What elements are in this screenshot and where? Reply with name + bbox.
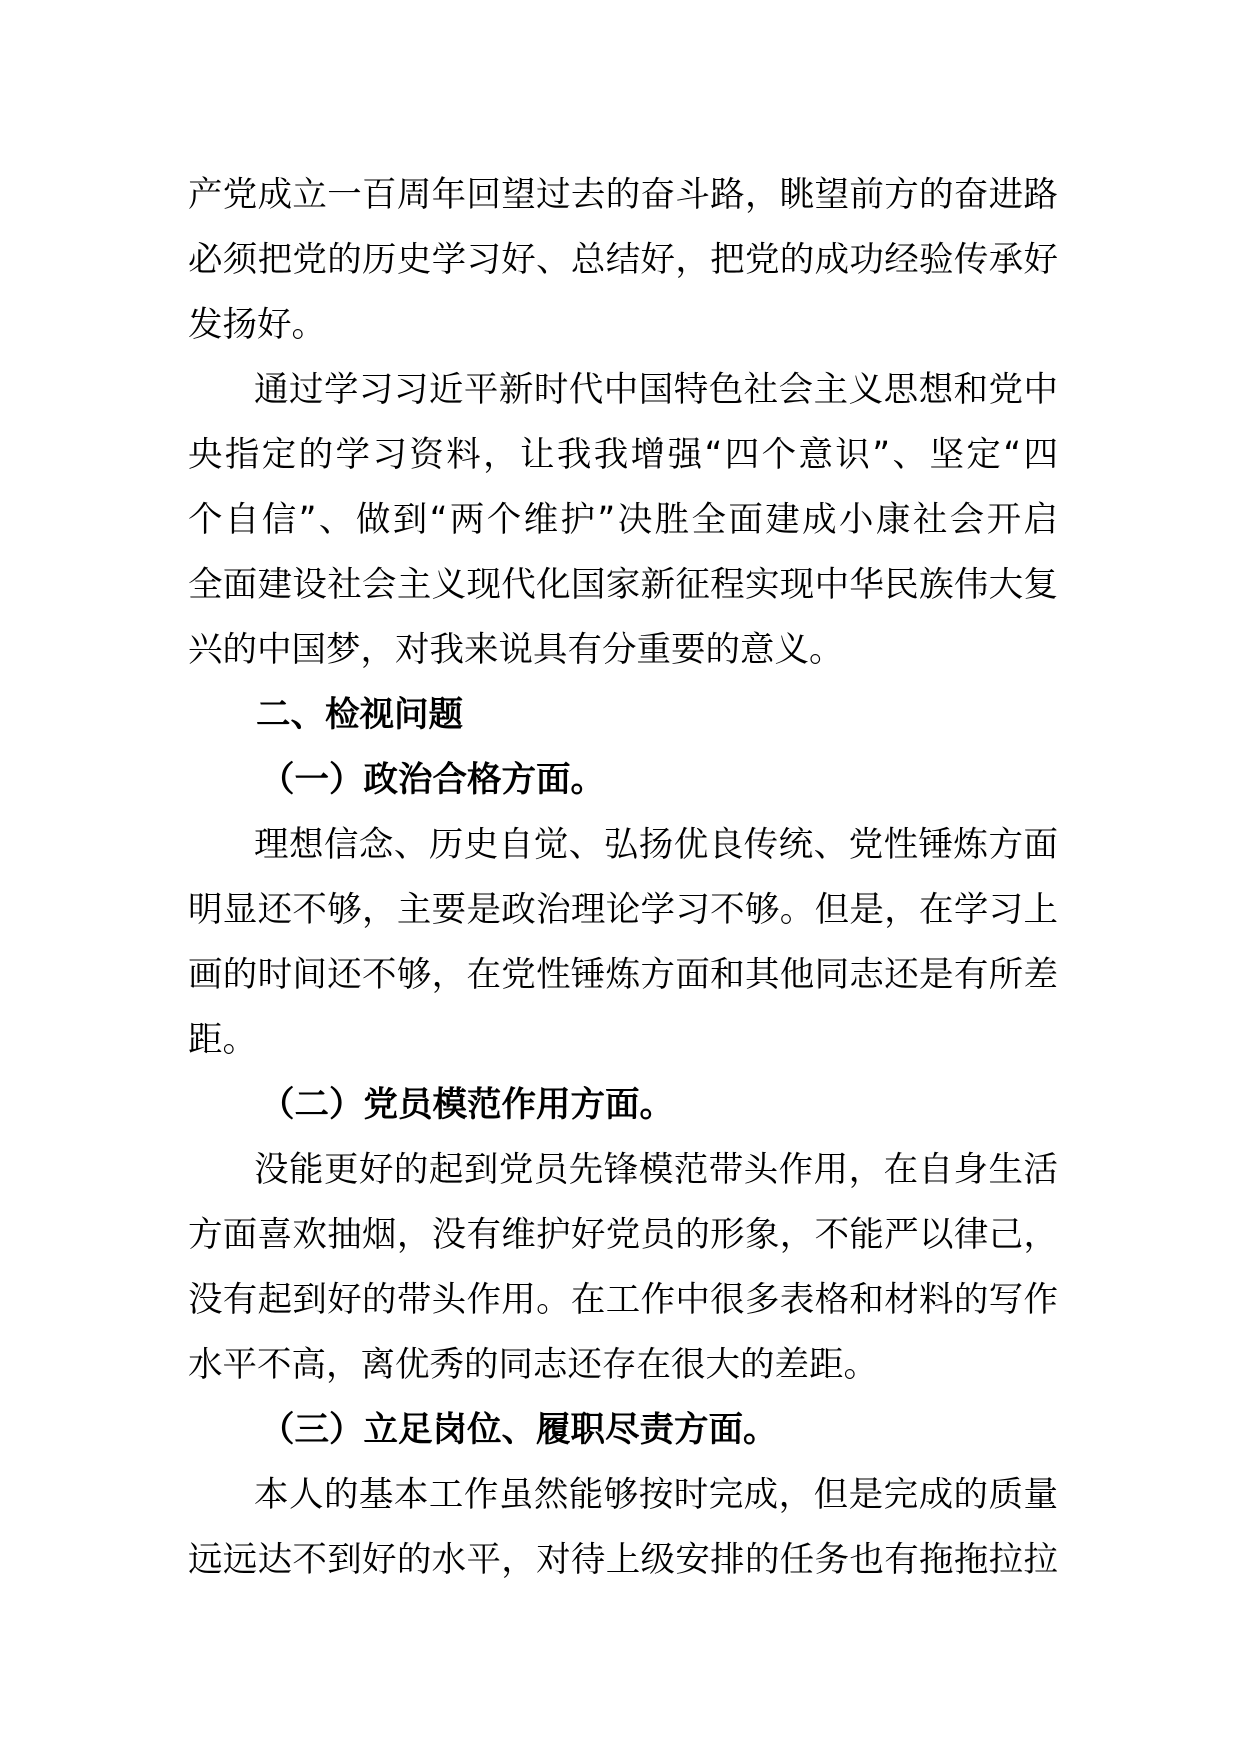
text-line: 方面喜欢抽烟，没有维护好党员的形象，不能严以律己，	[188, 1215, 1058, 1255]
text-line: 必须把党的历史学习好、总结好，把党的成功经验传承好	[188, 240, 1058, 280]
subsection-heading: （二）党员模范作用方面。	[260, 1085, 674, 1125]
text-line: 明显还不够，主要是政治理论学习不够。但是，在学习上	[188, 890, 1058, 930]
text-line: 产党成立一百周年回望过去的奋斗路，眺望前方的奋进路	[188, 175, 1058, 215]
text-line: 理想信念、历史自觉、弘扬优良传统、党性锤炼方面	[254, 825, 1058, 865]
text-line: 水平不高，离优秀的同志还存在很大的差距。	[188, 1345, 878, 1385]
section-heading: 二、检视问题	[256, 695, 463, 735]
subsection-heading: （一）政治合格方面。	[260, 760, 605, 800]
text-line: 发扬好。	[188, 305, 326, 345]
text-line: 全面建设社会主义现代化国家新征程实现中华民族伟大复	[188, 565, 1058, 605]
text-line: 央指定的学习资料，让我我增强“四个意识”、坚定“四	[188, 435, 1058, 475]
text-line: 个自信”、做到“两个维护”决胜全面建成小康社会开启	[188, 500, 1058, 540]
document-body	[188, 163, 1058, 1593]
text-line: 没能更好的起到党员先锋模范带头作用，在自身生活	[254, 1150, 1058, 1190]
text-line: 画的时间还不够，在党性锤炼方面和其他同志还是有所差	[188, 955, 1058, 995]
text-line: 没有起到好的带头作用。在工作中很多表格和材料的写作	[188, 1280, 1058, 1320]
text-line: 本人的基本工作虽然能够按时完成，但是完成的质量	[254, 1475, 1058, 1515]
subsection-heading: （三）立足岗位、履职尽责方面。	[260, 1410, 778, 1450]
text-line: 远远达不到好的水平，对待上级安排的任务也有拖拖拉拉	[188, 1540, 1058, 1580]
text-line: 通过学习习近平新时代中国特色社会主义思想和党中	[254, 370, 1058, 410]
text-line: 距。	[188, 1020, 257, 1060]
text-line: 兴的中国梦，对我来说具有分重要的意义。	[188, 630, 844, 670]
